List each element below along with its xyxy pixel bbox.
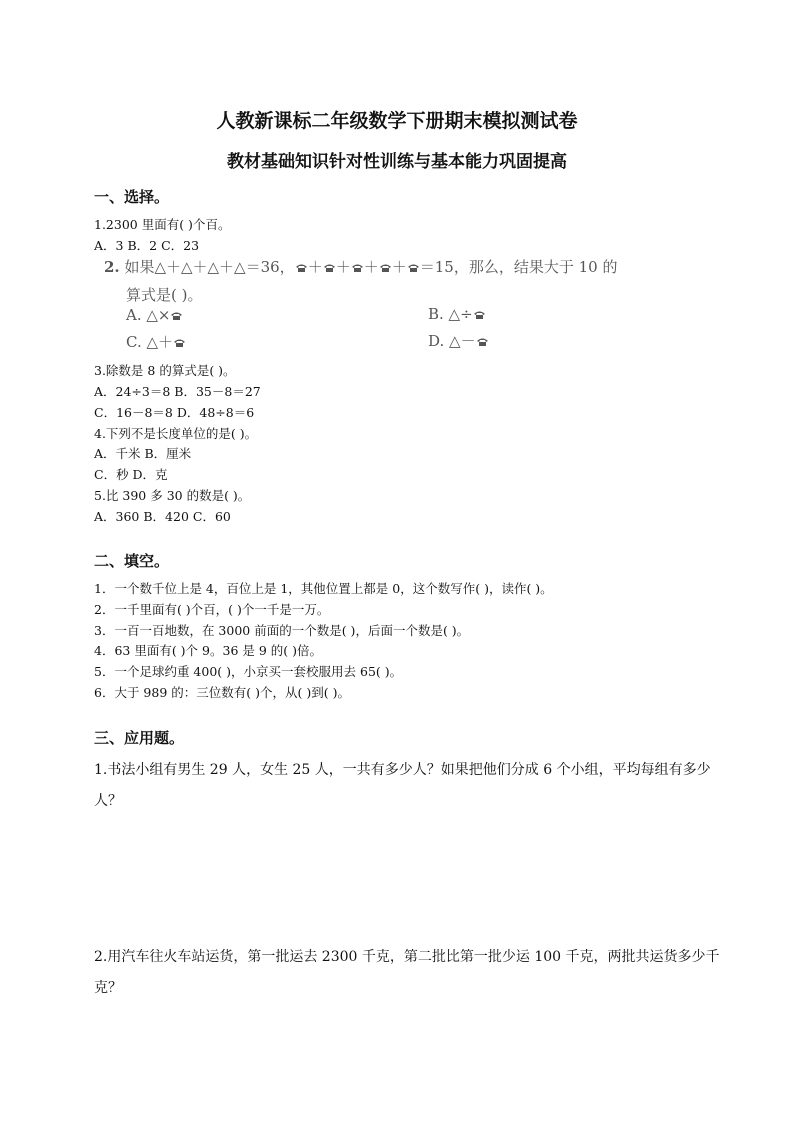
question-1-3-options-row1: A．24÷3＝8 B．35－8＝27	[94, 384, 261, 399]
fill-item: 6．大于 989 的：三位数有( )个，从( )到( )。	[94, 685, 350, 700]
question-1-2-text-b: ＝15，那么，结果大于 10 的	[419, 258, 618, 276]
word-problem-1-line2: 人？	[94, 793, 122, 809]
question-1-4-options-row2: C．秒 D．克	[94, 467, 168, 482]
telephone-icon	[351, 263, 364, 273]
question-1-1-options: A．3 B．2 C．23	[94, 238, 200, 253]
question-1-3: 3.除数是 8 的算式是( )。	[94, 363, 236, 378]
section-3-heading: 三、应用题。	[94, 729, 185, 747]
telephone-icon	[173, 338, 186, 348]
telephone-icon	[295, 263, 308, 273]
section-2-heading: 二、填空。	[94, 552, 170, 570]
question-1-2-text-a: 如果△＋△＋△＋△＝36，	[124, 258, 295, 276]
page-title: 人教新课标二年级数学下册期末模拟测试卷	[216, 110, 578, 132]
section-1-heading: 一、选择。	[94, 188, 170, 206]
question-1-2-option-a	[126, 306, 183, 324]
fill-item: 3．一百一百地数，在 3000 前面的一个数是( )，后面一个数是( )。	[94, 623, 470, 638]
fill-item: 1．一个数千位上是 4，百位上是 1，其他位置上都是 0，这个数写作( )，读作( )。	[94, 581, 553, 596]
telephone-icon	[379, 263, 392, 273]
fill-item: 4．63 里面有( )个 9。36 是 9 的( )倍。	[94, 643, 322, 658]
word-problem-2-line1: 2.用汽车往火车站运货，第一批运去 2300 千克，第二批比第一批少运 100 千克，两批共运货多少千	[94, 949, 720, 965]
question-1-2-option-d	[428, 330, 489, 351]
option-a-label: A. △×	[126, 306, 171, 324]
question-1-2-option-c	[126, 331, 186, 352]
telephone-icon	[473, 310, 486, 320]
telephone-icon	[323, 263, 336, 273]
fill-item: 5．一个足球约重 400( )，小京买一套校服用去 65( )。	[94, 664, 403, 679]
page-subtitle: 教材基础知识针对性训练与基本能力巩固提高	[227, 152, 567, 172]
word-problem-1-line1: 1.书法小组有男生 29 人，女生 25 人，一共有多少人？如果把他们分成 6 个小组，平均每组有多少	[94, 762, 711, 778]
question-1-5-options: A．360 B．420 C．60	[94, 509, 231, 524]
question-1-2-line1: 2. 如果△＋△＋△＋△＝36， ＋ ＋ ＋ ＋ ＝15，那么，结果大于 10 的	[104, 258, 618, 276]
fill-item: 2．一千里面有( )个百，( )个一千是一万。	[94, 602, 330, 617]
question-1-4: 4.下列不是长度单位的是( )。	[94, 426, 258, 441]
question-1-2-line2: 算式是( )。	[126, 286, 203, 304]
question-1-1: 1.2300 里面有( )个百。	[94, 217, 231, 232]
telephone-icon	[407, 263, 420, 273]
question-1-2-option-b	[428, 305, 486, 323]
question-1-4-options-row1: A．千米 B．厘米	[94, 446, 192, 461]
option-b-label: B. △÷	[428, 305, 473, 323]
telephone-icon	[476, 337, 489, 347]
telephone-icon	[170, 311, 183, 321]
word-problem-2-line2: 克？	[94, 980, 122, 996]
question-1-3-options-row2: C．16－8＝8 D．48÷8＝6	[94, 405, 255, 420]
question-1-2-number: 2.	[104, 258, 120, 276]
option-c-label: C. △＋	[126, 333, 174, 351]
question-1-5: 5.比 390 多 30 的数是( )。	[94, 488, 251, 503]
option-d-label: D. △－	[428, 332, 476, 350]
